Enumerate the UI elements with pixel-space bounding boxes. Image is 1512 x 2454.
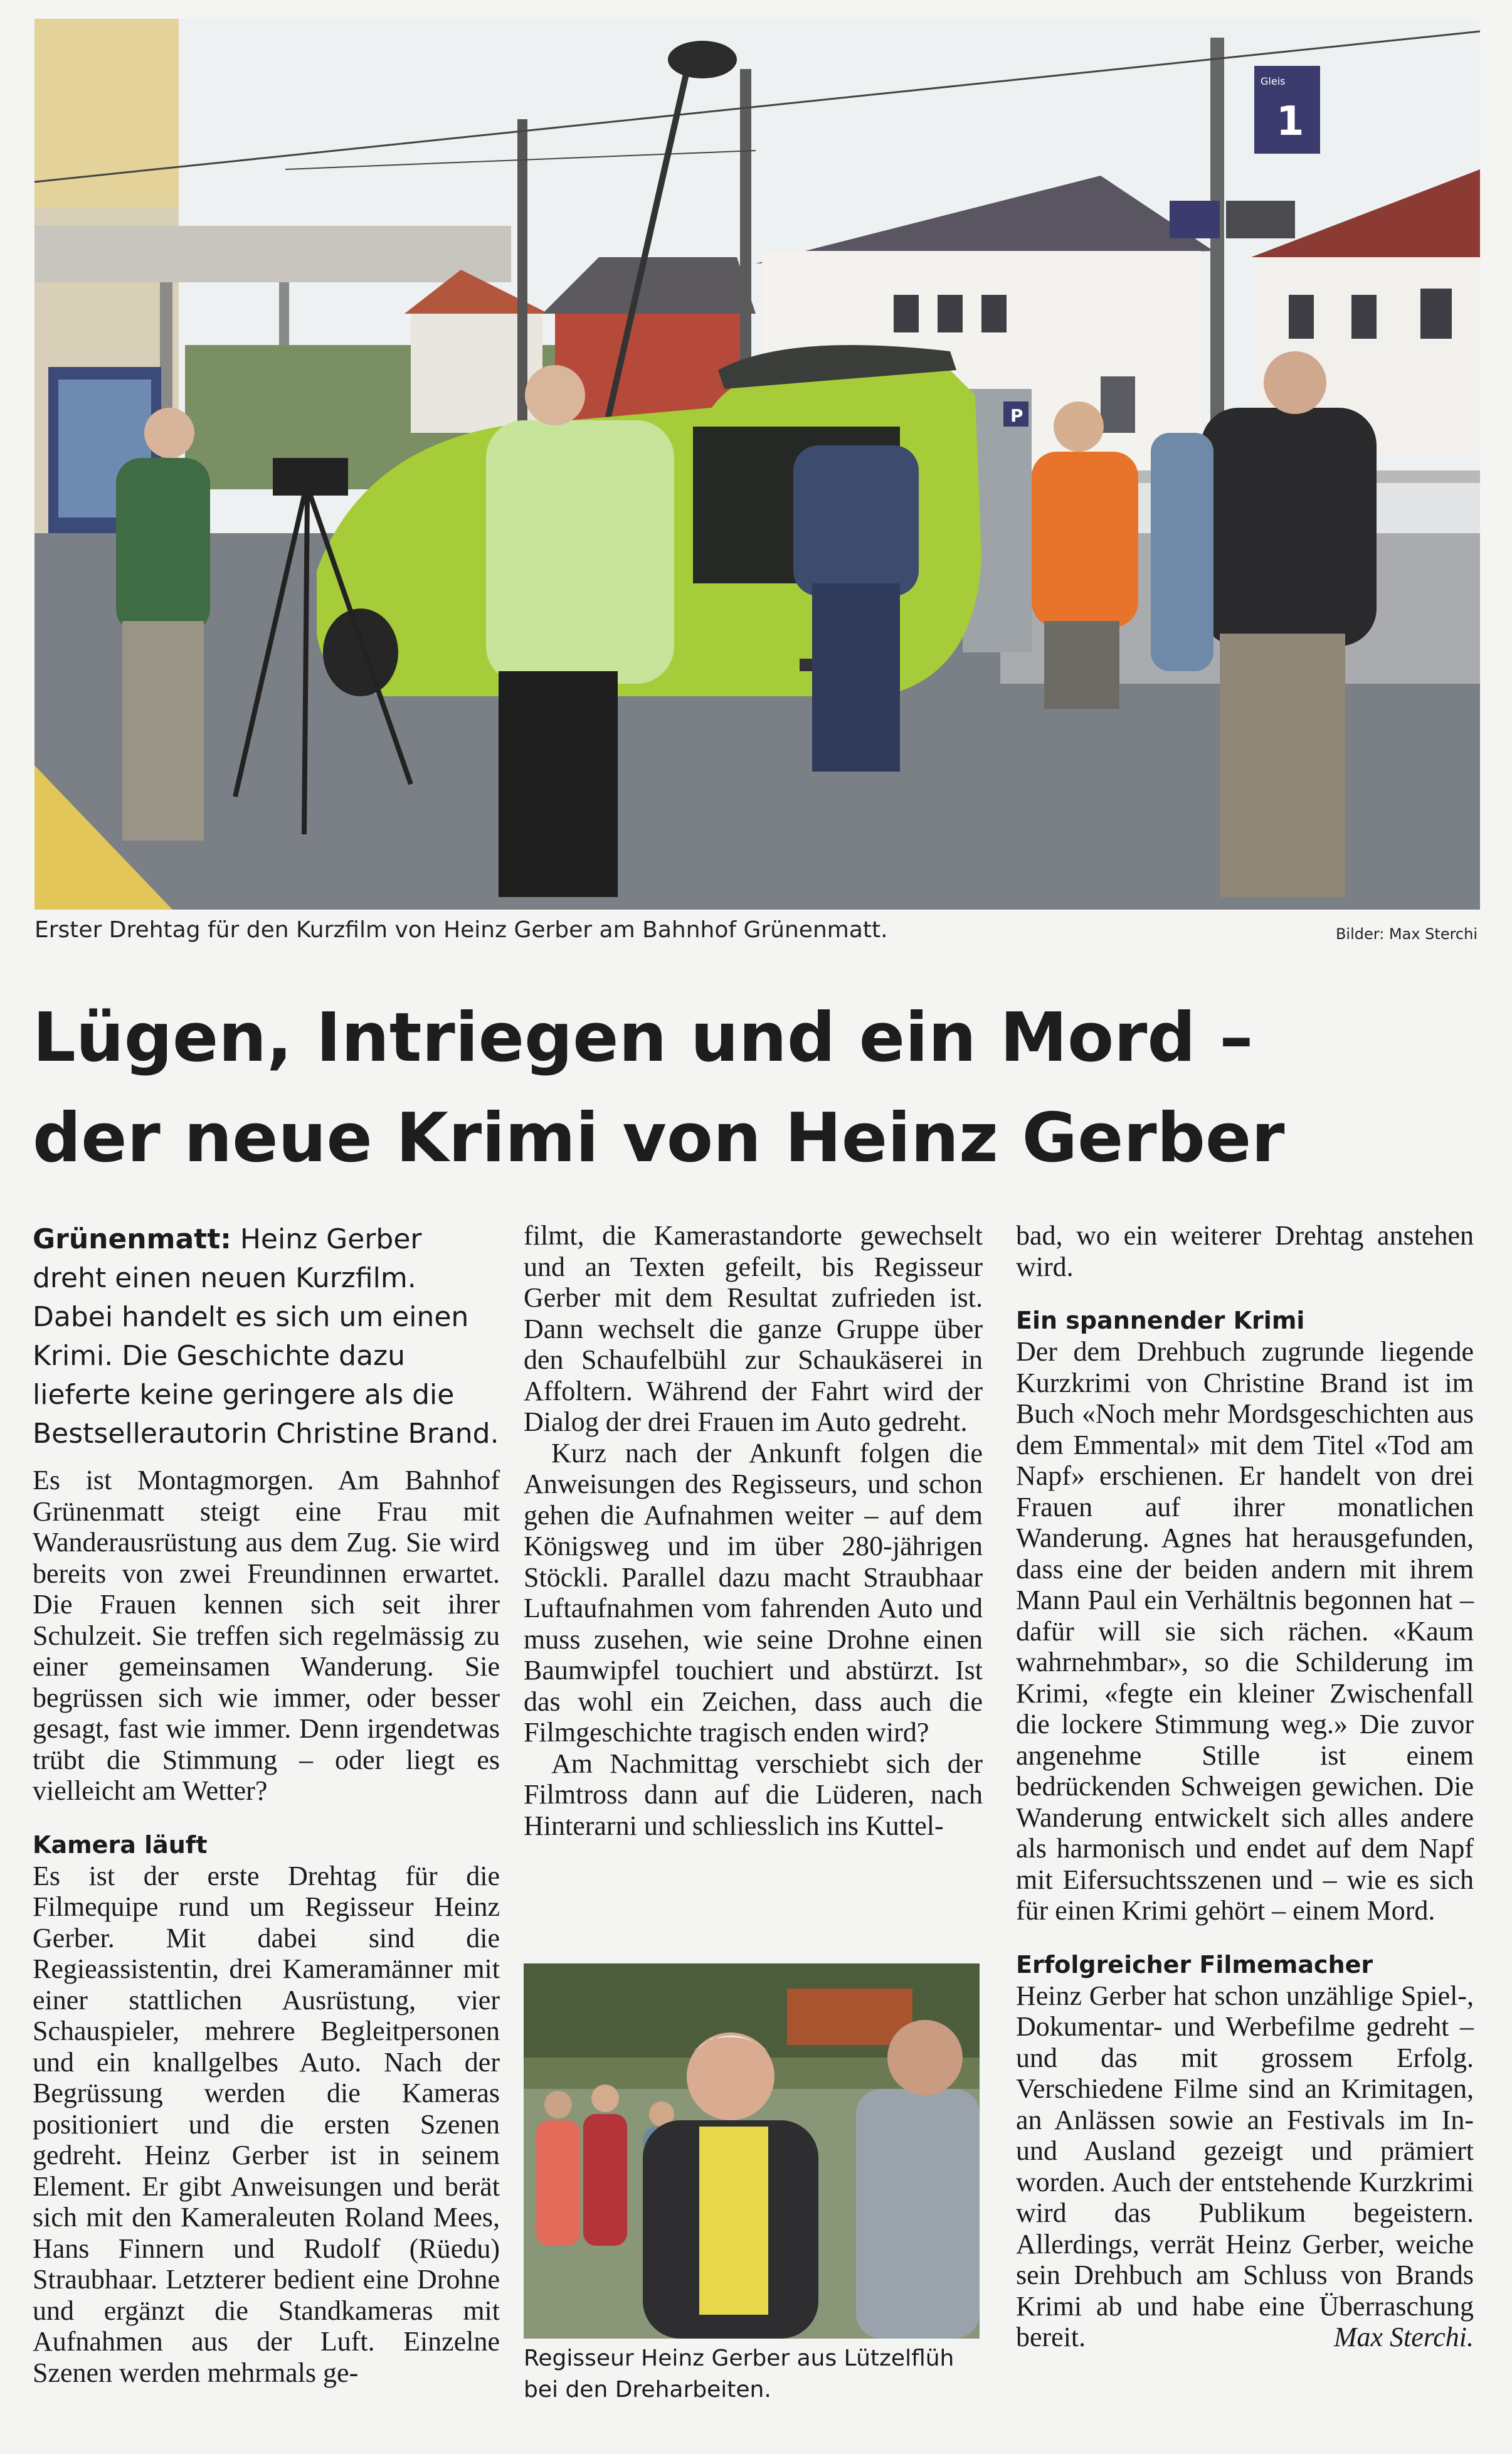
subheading-filmemacher: Erfolgreicher Filmemacher [1016,1950,1373,1979]
article-column-1 [33,1220,500,2388]
article-column-2 [524,1220,983,1841]
hero-photo-caption: Erster Drehtag für den Kurzfilm von Heinz Gerber am Bahnhof Grünenmatt. [34,917,888,943]
platform-sign-number: 1 [1276,98,1304,145]
boom-mic [668,41,737,78]
headline [33,988,1475,1189]
body-paragraph: Am Nachmittag verschiebt sich der Filmtross dann auf die Lüderen, nach Hinterarni und schliesslich ins Kuttel- [524,1748,983,1841]
hero-photo-illustration [34,19,1480,910]
parking-sign-letter: P [1010,405,1023,426]
lead-text: Heinz Gerber dreht einen neuen Kurzfilm. Dabei handelt es sich um einen Krimi. Die Geschichte dazu lieferte keine geringere als die Bestsellerautorin Christine Brand. [33,1223,499,1450]
station-canopy [34,226,511,282]
subheading-spannender-krimi: Ein spannender Krimi [1016,1307,1305,1334]
director-photo-illustration [524,1963,980,2339]
director-photo-caption: Regisseur Heinz Gerber aus Lützelflüh bei den Dreharbeiten. [524,2345,954,2403]
hero-photo [34,19,1480,910]
body-paragraph [1016,1980,1474,2353]
article-column-3 [1016,1220,1474,2353]
headline-line-2: der neue Krimi von Heinz Gerber [33,1099,1285,1177]
body-paragraph: Es ist der erste Drehtag für die Filmequipe rund um Regisseur Heinz Gerber. Mit dabei sind die Regieassistentin, drei Kameramänner mit einer stattlichen Ausrüstung, vier Schauspieler, mehrere Begleitpersonen und ein knallgelbes Auto. Nach der Begrüssung werden die Kameras positioniert und die ersten Szenen gedreht. Heinz Gerber ist in seinem Element. Er gibt Anweisungen und berät sich mit den Kameraleuten Roland Mees, Hans Finnern und Rudolf (Rüedu) Straubhaar. Letzterer bedient eine Drohne und ergänzt die Standkameras mit Aufnahmen aus der Luft. Einzelne Szenen werden mehrmals ge- [33,1860,500,2388]
body-paragraph: bad, wo ein weiterer Drehtag anstehen wird. [1016,1220,1474,1282]
cameraman-left [116,408,210,841]
author-signature: Max Sterchi. [1333,2322,1474,2352]
body-paragraph: Kurz nach der Ankunft folgen die Anweisungen des Regisseurs, und schon gehen die Aufnahmen weiter – auf dem Königsweg und im über 280-jährigen Stöckli. Parallel dazu macht Straubhaar Luftaufnahmen vom fahrenden Auto und muss zusehen, wie seine Drohne einen Baumwipfel touchiert und abstürzt. Ist das wohl ein Zeichen, dass auch die Filmgeschichte tragisch enden wird? [524,1437,983,1748]
director-photo [524,1963,980,2339]
body-paragraph: filmt, die Kamerastandorte gewechselt und an Texten gefeilt, bis Regisseur Gerber mit dem Resultat zufrieden ist. Dann wechselt die ganze Gruppe über den Schaufelbühl zur Schaukäserei in Affoltern. Während der Fahrt wird der Dialog der drei Frauen im Auto gedreht. [524,1220,983,1437]
photo-credit: Bilder: Max Sterchi [1335,925,1478,943]
body-paragraph: Der dem Drehbuch zugrunde liegende Kurzkrimi von Christine Brand ist im Buch «Noch mehr Mordsgeschichten aus dem Emmental» mit dem Titel «Tod am Napf» erschienen. Er handelt von drei Frauen auf ihrer monatlichen Wanderung. Agnes hat herausgefunden, dass eine der beiden andern mit ihrem Mann Paul ein Verhältnis begonnen hat – dafür will sie sich rächen. «Kaum wahrnehmbar», so die Schilderung im Krimi, «fegte ein kleiner Zwischenfall die lockere Stimmung weg.» Die zuvor angenehme Stille ist einem bedrückenden Schweigen gewichen. Die Wanderung entwickelt sich alles andere als harmonisch und endet auf dem Napf mit Eifersuchtsszenen und – wie es sich für einen Krimi gehört – einem Mord. [1016,1336,1474,1926]
headline-line-1: Lügen, Intriegen und ein Mord – [33,999,1254,1077]
subheading-kamera-laeuft: Kamera läuft [33,1830,208,1859]
person-at-trunk [793,445,919,772]
dateline: Grünenmatt: [33,1223,231,1255]
platform-sign-label: Gleis [1261,75,1286,87]
lead-paragraph [33,1220,500,1453]
body-paragraph: Es ist Montagmorgen. Am Bahnhof Grünenmatt steigt eine Frau mit Wanderausrüstung aus dem Zug. Sie wird bereits von zwei Freundinnen erwartet. Die Frauen kennen sich seit ihrer Schulzeit. Sie treffen sich regelmässig zu einer gemeinsamen Wanderung. Sie begrüssen sich wie immer, oder besser gesagt, fast wie immer. Denn irgendetwas trübt die Stimmung – oder liegt es vielleicht am Wetter? [33,1465,500,1806]
closing-text: Heinz Gerber hat schon unzählige Spiel-, Dokumentar- und Werbefilme gedreht – und das mit grossem Erfolg. Verschiedene Filme sind an Krimitagen, an Anlässen sowie an Festivals im In- und Ausland gezeigt und prämiert worden. Auch der entstehende Kurzkrimi wird das Publikum begeistern. Allerdings, verrät Heinz Gerber, weiche sein Drehbuch am Schluss von Brands Krimi ab und habe eine Überraschung bereit. [1016,1980,1474,2352]
adjacent-column-edge [1496,1788,1512,2453]
